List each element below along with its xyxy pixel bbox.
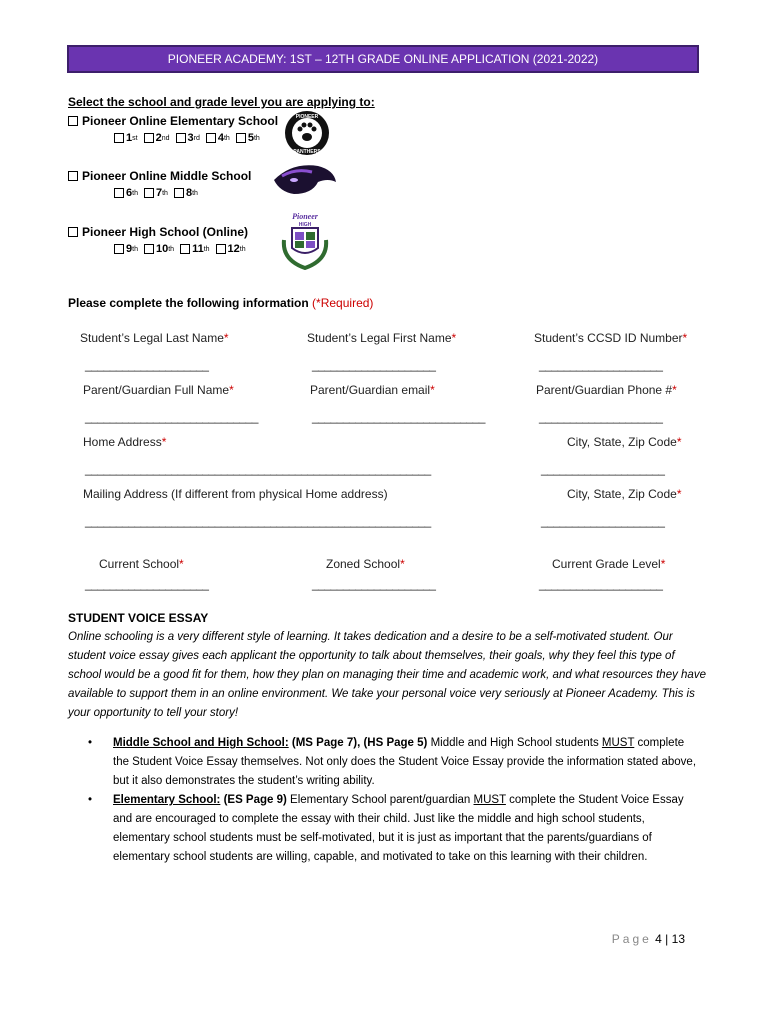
- grade-option[interactable]: 4 th: [206, 132, 230, 144]
- pioneer-high-crest-logo: [278, 210, 332, 270]
- panther-head-logo: [272, 160, 338, 198]
- current-school-field[interactable]: ____________________: [85, 577, 209, 591]
- home-address-label: Home Address*: [83, 435, 167, 449]
- high-grades: [114, 243, 246, 255]
- city-state-zip-field[interactable]: ____________________: [541, 462, 665, 476]
- grade-option[interactable]: 8 th: [174, 187, 198, 199]
- high-school-label: Pioneer High School (Online): [82, 225, 249, 239]
- current-grade-label: Current Grade Level*: [552, 557, 666, 571]
- grade-option[interactable]: 6 th: [114, 187, 138, 199]
- home-address-field[interactable]: ________________________________________________________: [85, 462, 431, 476]
- guardian-email-field[interactable]: ____________________________: [312, 410, 485, 424]
- school-selection-prompt: Select the school and grade level you are applying to:: [68, 95, 375, 109]
- current-grade-field[interactable]: ____________________: [539, 577, 663, 591]
- mailing-address-label: Mailing Address (If different from physical Home address): [83, 487, 388, 501]
- grade-option[interactable]: 11 th: [180, 243, 209, 255]
- required-note: (*Required): [312, 296, 374, 310]
- essay-requirements-list: [88, 734, 700, 867]
- ccsd-id-field[interactable]: ____________________: [539, 358, 663, 372]
- guardian-name-field[interactable]: ____________________________: [85, 410, 258, 424]
- guardian-email-label: Parent/Guardian email*: [310, 383, 435, 397]
- guardian-phone-label: Parent/Guardian Phone #*: [536, 383, 677, 397]
- svg-text:PIONEER: PIONEER: [295, 114, 319, 120]
- elementary-school-option[interactable]: [68, 114, 278, 128]
- guardian-name-label: Parent/Guardian Full Name*: [83, 383, 234, 397]
- essay-title: STUDENT VOICE ESSAY: [68, 611, 209, 625]
- zoned-school-field[interactable]: ____________________: [312, 577, 436, 591]
- svg-text:Pioneer: Pioneer: [292, 212, 318, 221]
- elementary-checkbox[interactable]: [68, 116, 78, 126]
- application-banner: PIONEER ACADEMY: 1ST – 12TH GRADE ONLINE APPLICATION (2021-2022): [67, 45, 699, 73]
- pioneer-panthers-logo: [284, 110, 330, 156]
- last-name-label: Student’s Legal Last Name*: [80, 331, 229, 345]
- grade-option[interactable]: 10 th: [144, 243, 174, 255]
- high-checkbox[interactable]: [68, 227, 78, 237]
- grade-option[interactable]: 5 th: [236, 132, 260, 144]
- last-name-field[interactable]: ____________________: [85, 358, 209, 372]
- mailing-city-state-zip-field[interactable]: ____________________: [541, 514, 665, 528]
- current-school-label: Current School*: [99, 557, 184, 571]
- middle-school-label: Pioneer Online Middle School: [82, 169, 252, 183]
- middle-checkbox[interactable]: [68, 171, 78, 181]
- svg-text:HIGH: HIGH: [298, 222, 312, 228]
- middle-grades: [114, 187, 198, 199]
- elementary-school-label: Pioneer Online Elementary School: [82, 114, 279, 128]
- high-school-option[interactable]: [68, 225, 248, 239]
- essay-description: Online schooling is a very different style of learning. It takes dedication and a desire to be a self-motivated student. Our student voice essay gives each applicant the opportunity to talk about themselves, their goals, why they feel this type of school would be a good fit for them, how they plan on managing their time and academic work, and what resources they have available to support them in an online environment. We take your personal voice very seriously at Pioneer Academy. This is your opportunity to tell your story!: [68, 631, 706, 719]
- middle-school-option[interactable]: [68, 169, 251, 183]
- grade-option[interactable]: 1 st: [114, 132, 138, 144]
- grade-option[interactable]: 2 nd: [144, 132, 170, 144]
- city-state-zip-label: City, State, Zip Code*: [567, 435, 682, 449]
- grade-option[interactable]: 3 rd: [176, 132, 200, 144]
- mailing-city-state-zip-label: City, State, Zip Code*: [567, 487, 682, 501]
- info-section-title: Please complete the following information (*Required): [68, 296, 374, 310]
- page-footer: Page 4 | 13: [611, 932, 685, 946]
- guardian-phone-field[interactable]: ____________________: [539, 410, 663, 424]
- zoned-school-label: Zoned School*: [326, 557, 405, 571]
- list-item: • Elementary School: (ES Page 9) Elementary School parent/guardian MUST complete the Student Voice Essay and are encouraged to complete the essay with their child. Just like the middle and high school students, elementary school students must be self-motivated, but it is just as important that the parents/guardians of elementary school students are willing, capable, and motivated to take on this learning with their children.: [88, 791, 700, 867]
- grade-option[interactable]: 12 th: [216, 243, 246, 255]
- first-name-label: Student’s Legal First Name*: [307, 331, 457, 345]
- list-item: • Middle School and High School: (MS Page 7), (HS Page 5) Middle and High School students MUST complete the Student Voice Essay themselves. Not only does the Student Voice Essay provide the information stated above, but it also demonstrates the student’s writing ability.: [88, 734, 700, 791]
- svg-text:PANTHERS: PANTHERS: [293, 149, 321, 155]
- first-name-field[interactable]: ____________________: [312, 358, 436, 372]
- mailing-address-field[interactable]: ________________________________________________________: [85, 514, 431, 528]
- ccsd-id-label: Student’s CCSD ID Number*: [534, 331, 688, 345]
- elementary-grades: [114, 132, 260, 144]
- grade-option[interactable]: 9 th: [114, 243, 138, 255]
- grade-option[interactable]: 7 th: [144, 187, 168, 199]
